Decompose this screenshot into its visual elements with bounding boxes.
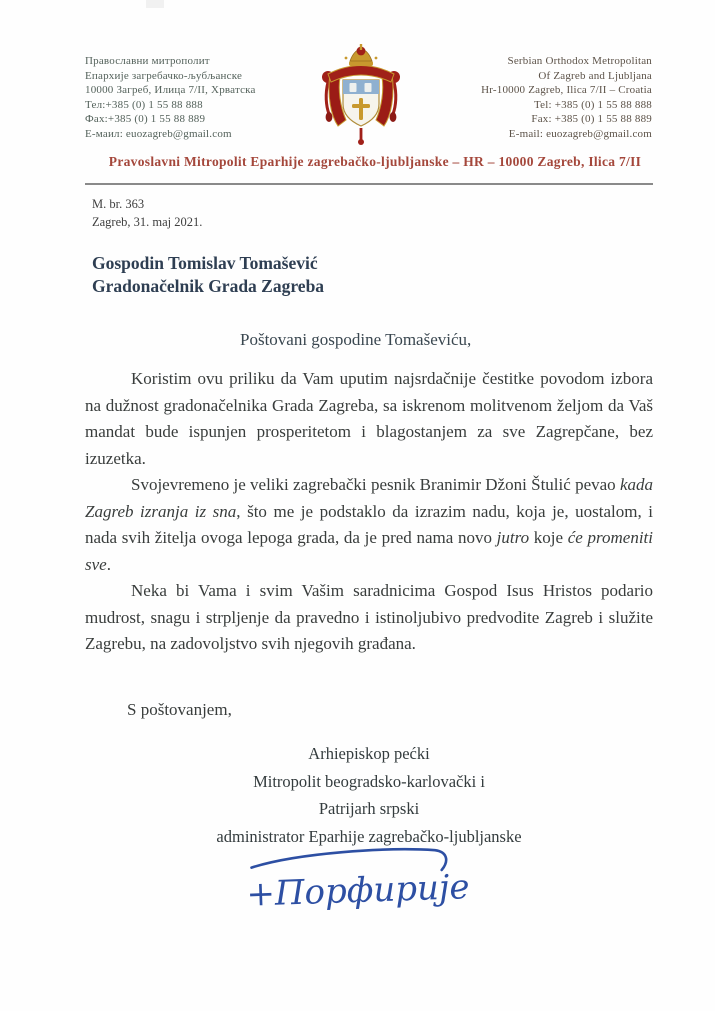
letter-body: [85, 366, 653, 658]
reference-date: Zagreb, 31. maj 2021.: [92, 214, 203, 229]
paragraph-2-quote: će promeniti sve: [85, 528, 653, 574]
signature-title-line: Patrijarh srpski: [318, 799, 420, 818]
letterhead-line: Serbian Orthodox Metropolitan: [507, 55, 652, 67]
header-divider: [85, 183, 653, 185]
letterhead-line: E-mail: euozagreb@gmail.com: [508, 127, 652, 140]
recipient-block: [92, 252, 324, 297]
letterhead-line: Тел:+385 (0) 1 55 88 888: [85, 98, 203, 111]
letterhead-line: Фах:+385 (0) 1 55 88 889: [85, 113, 206, 126]
handwritten-signature: [238, 840, 473, 922]
reference-number: M. br. 363: [92, 197, 145, 211]
letterhead-line: Tel: +385 (0) 1 55 88 888: [534, 98, 652, 111]
paragraph-2-run: , što me je podstaklo da izrazim nadu, koja je, uostalom, i nada svih žitelja ovoga lepoga grada, da je pred nama novo: [85, 501, 653, 547]
paragraph-2-quote: jutro: [496, 528, 530, 547]
signature-title-line: Arhiepiskop pećki: [308, 744, 430, 763]
paragraph-3: Neka bi Vama i svim Vašim saradnicima Gospod Isus Hristos podario mudrost, snagu i strpljenje da pravedno i istinoljubivo predvodite Zagreb i služite Zagrebu, na zadovoljstvo svih njegovih građana.: [85, 581, 653, 653]
salutation: Poštovani gospodine Tomaševiću,: [240, 330, 472, 349]
signature-title-line: administrator Eparhije zagrebačko-ljubljanske: [216, 826, 522, 846]
letterhead-line: Of Zagreb and Ljubljana: [538, 69, 652, 82]
letterhead-line: Православни митрополит: [85, 55, 210, 67]
paragraph-2-run: .: [106, 554, 111, 574]
banner-title: Pravoslavni Mitropolit Eparhije zagrebačko-ljubljanske – HR – 10000 Zagreb, Ilica 7/II: [108, 154, 642, 169]
letterhead-cyrillic-block: [85, 54, 313, 142]
scan-artifact: [146, 0, 164, 8]
recipient-name: Gospodin Tomislav Tomašević: [92, 253, 318, 273]
letterhead-line: Hr-10000 Zagreb, Ilica 7/II – Croatia: [481, 84, 652, 97]
recipient-title: Gradonačelnik Grada Zagreba: [92, 275, 325, 296]
letterhead-line: Е-маил: euozagreb@gmail.com: [85, 127, 232, 140]
paragraph-2-run: Svojevremeno je veliki zagrebački pesnik Branimir Džoni Štulić pevao: [131, 475, 620, 494]
paragraph-2: [85, 472, 653, 578]
letterhead-line: Епархије загребачко-љубљанске: [85, 69, 243, 82]
reference-block: [92, 196, 202, 231]
paragraph-2-quote: kada Zagreb izranja iz sna: [85, 475, 653, 521]
letterhead-line: 10000 Загреб, Илица 7/II, Хрватска: [85, 84, 256, 97]
letterhead-line: Fax: +385 (0) 1 55 88 889: [531, 113, 652, 126]
paragraph-2-run: koje: [529, 528, 568, 547]
paragraph-1: Koristim ovu priliku da Vam uputim najsrdačnije čestitke povodom izbora na dužnost gradonačelnika Grada Zagreba, sa iskrenom molitvenom željom da Vaš mandat bude ispunjen prosperitetom i blagostanjem za sve Zagrepčane, bez izuzetka.: [85, 369, 653, 468]
coat-of-arms-icon: [317, 44, 405, 150]
closing: S poštovanjem,: [127, 700, 232, 719]
signature-title-block: [85, 740, 653, 850]
signature-title-line: Mitropolit beogradsko-karlovački i: [253, 771, 485, 791]
signature-text: +Порфирије: [245, 867, 471, 915]
letterhead-english-block: [420, 54, 652, 142]
